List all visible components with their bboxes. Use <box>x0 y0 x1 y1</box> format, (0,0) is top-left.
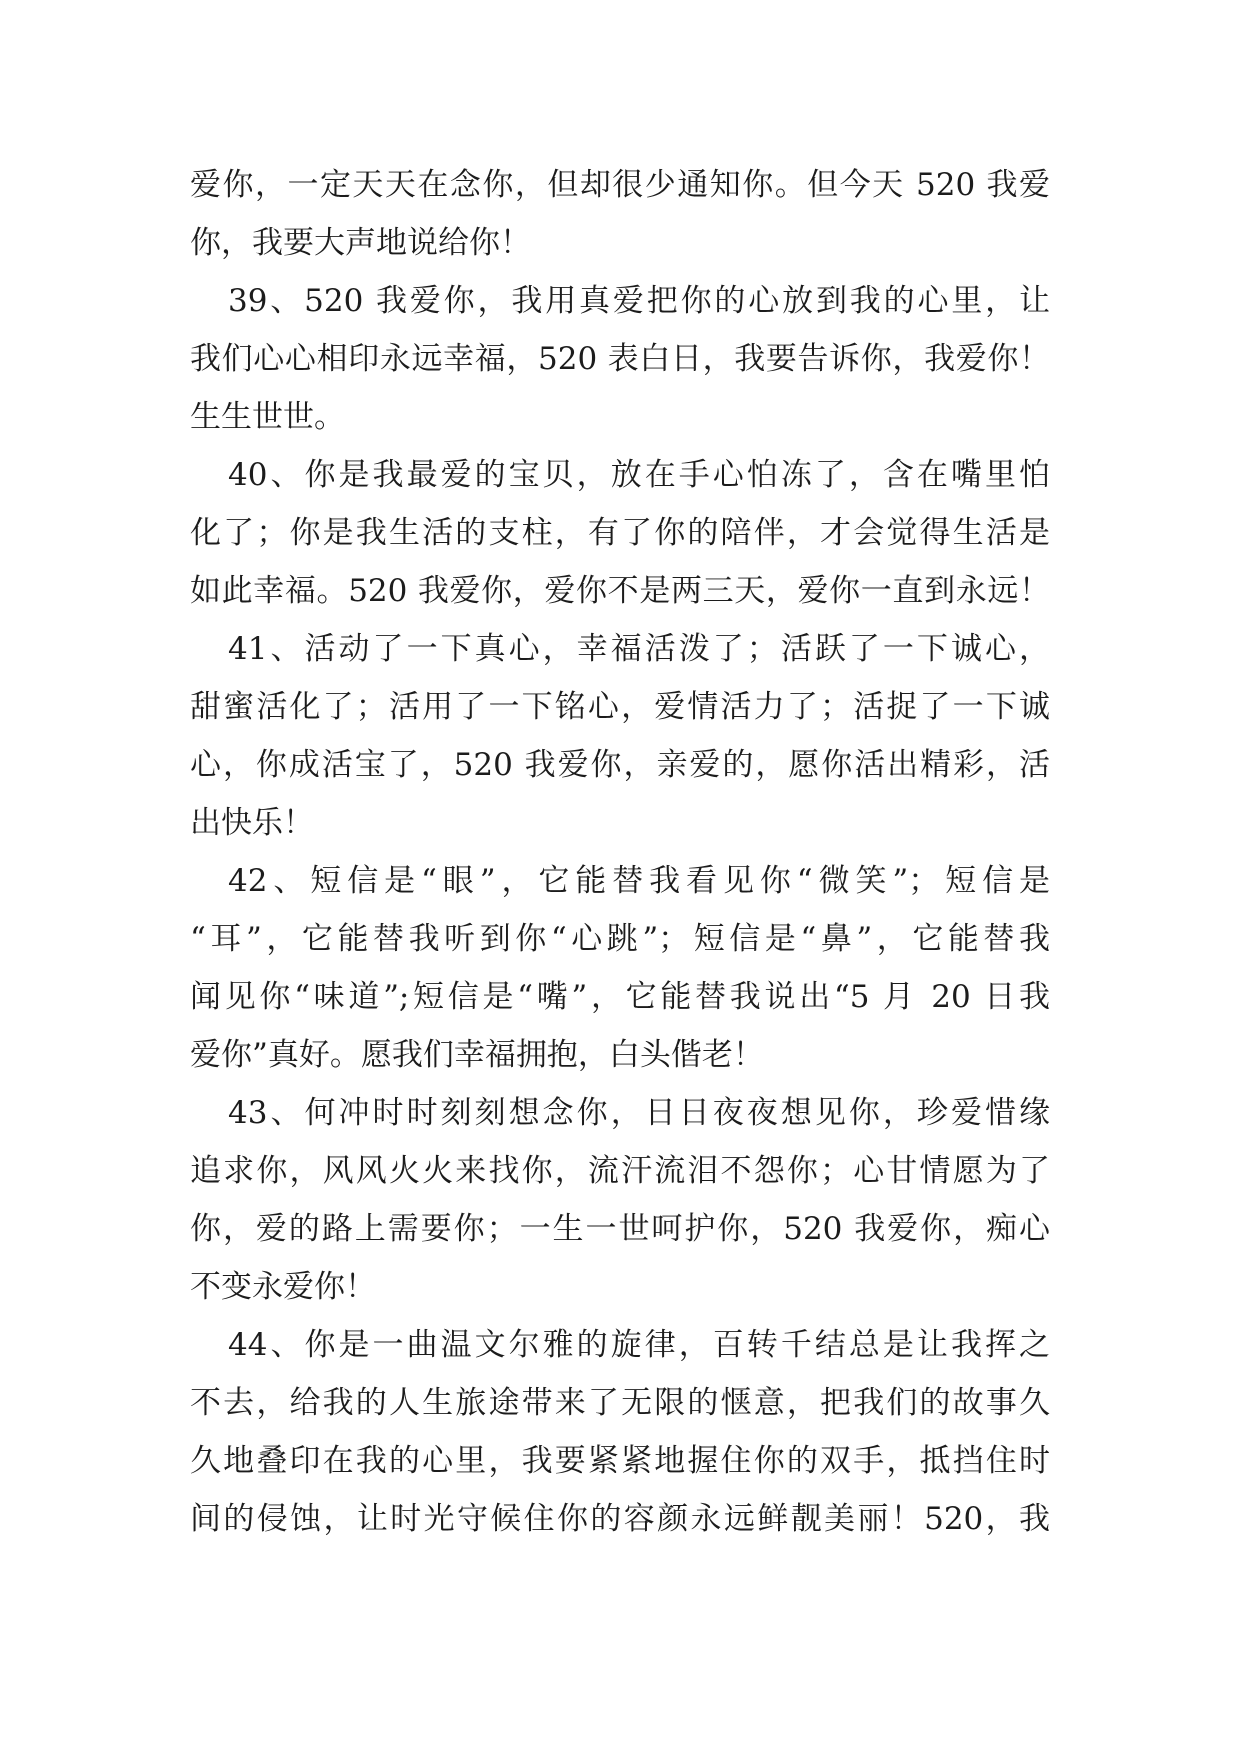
document-body <box>190 156 1050 1548</box>
text-line: 你，我要大声地说给你！ <box>190 225 531 261</box>
text-line: “耳”，它能替我听到你“心跳”；短信是“鼻”，它能替我 <box>190 921 1050 957</box>
text-line: 生生世世。 <box>190 399 345 435</box>
paragraph-44 <box>190 1316 1050 1548</box>
paragraph-39 <box>190 272 1050 446</box>
text-line: 42、短信是“眼”，它能替我看见你“微笑”；短信是 <box>228 863 1050 899</box>
text-line: 不去，给我的人生旅途带来了无限的惬意，把我们的故事久 <box>190 1385 1050 1421</box>
text-line: 40、你是我最爱的宝贝，放在手心怕冻了，含在嘴里怕 <box>228 457 1050 493</box>
text-line: 39、520 我爱你，我用真爱把你的心放到我的心里，让 <box>228 283 1050 319</box>
text-line: 闻见你“味道”;短信是“嘴”，它能替我说出“5 月 20 日我 <box>190 979 1050 1015</box>
text-line: 久地叠印在我的心里，我要紧紧地握住你的双手，抵挡住时 <box>190 1443 1050 1479</box>
text-line: 化了；你是我生活的支柱，有了你的陪伴，才会觉得生活是 <box>190 515 1050 551</box>
text-line: 如此幸福。520 我爱你，爱你不是两三天，爱你一直到永远！ <box>190 573 1050 609</box>
text-line: 我们心心相印永远幸福，520 表白日，我要告诉你，我爱你！ <box>190 341 1050 377</box>
paragraph-40 <box>190 446 1050 620</box>
paragraph-41 <box>190 620 1050 852</box>
text-line: 44、你是一曲温文尔雅的旋律，百转千结总是让我挥之 <box>228 1327 1050 1363</box>
text-line: 爱你”真好。愿我们幸福拥抱，白头偕老！ <box>190 1037 764 1073</box>
paragraph-43 <box>190 1084 1050 1316</box>
text-line: 间的侵蚀，让时光守候住你的容颜永远鲜靓美丽！520，我 <box>190 1501 1050 1537</box>
text-line: 追求你，风风火火来找你，流汗流泪不怨你；心甘情愿为了 <box>190 1153 1050 1189</box>
paragraph-continued <box>190 156 1050 272</box>
text-line: 爱你，一定天天在念你，但却很少通知你。但今天 520 我爱 <box>190 167 1050 203</box>
text-line: 不变永爱你！ <box>190 1269 376 1305</box>
text-line: 41、活动了一下真心，幸福活泼了；活跃了一下诚心， <box>228 631 1050 667</box>
paragraph-42 <box>190 852 1050 1084</box>
text-line: 心，你成活宝了，520 我爱你，亲爱的，愿你活出精彩，活 <box>190 747 1050 783</box>
text-line: 你，爱的路上需要你；一生一世呵护你，520 我爱你，痴心 <box>190 1211 1050 1247</box>
text-line: 甜蜜活化了；活用了一下铭心，爱情活力了；活捉了一下诚 <box>190 689 1050 725</box>
text-line: 43、何冲时时刻刻想念你，日日夜夜想见你，珍爱惜缘 <box>228 1095 1050 1131</box>
text-line: 出快乐！ <box>190 805 314 841</box>
